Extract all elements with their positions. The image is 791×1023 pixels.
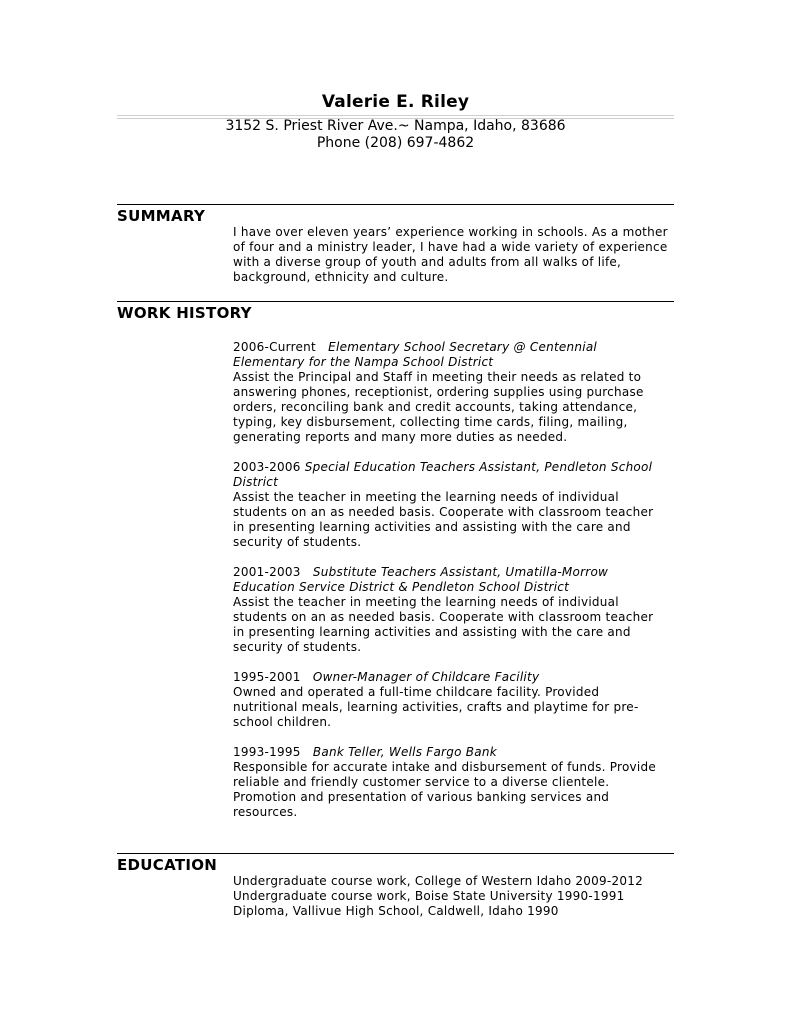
summary-heading: SUMMARY bbox=[117, 207, 206, 225]
job-description-line: school children. bbox=[233, 715, 332, 729]
education-list bbox=[233, 874, 678, 919]
work-history-heading: WORK HISTORY bbox=[117, 304, 252, 322]
work-history-divider bbox=[117, 301, 674, 302]
job-entry bbox=[233, 460, 678, 550]
job-description-line: students on an as needed basis. Cooperate with classroom teacher bbox=[233, 610, 654, 624]
job-title-continued: District bbox=[233, 475, 279, 489]
job-dates: 2003-2006 bbox=[233, 460, 301, 474]
job-title: Substitute Teachers Assistant, Umatilla-Morrow bbox=[312, 565, 609, 579]
contact-phone: Phone (208) 697-4862 bbox=[316, 135, 475, 151]
job-description-line: students on an as needed basis. Cooperate with classroom teacher bbox=[233, 505, 654, 519]
job-description-line: Owned and operated a full-time childcare facility. Provided bbox=[233, 685, 600, 699]
job-description-line: Responsible for accurate intake and disbursement of funds. Provide bbox=[233, 760, 656, 774]
job-description-line: security of students. bbox=[233, 640, 362, 654]
job-description-line: Assist the Principal and Staff in meeting their needs as related to bbox=[233, 370, 642, 384]
job-entry bbox=[233, 565, 678, 655]
job-description-line: orders, reconciling bank and credit accounts, taking attendance, bbox=[233, 400, 638, 414]
education-item: Diploma, Vallivue High School, Caldwell, Idaho 1990 bbox=[233, 904, 559, 918]
contact-address: 3152 S. Priest River Ave.~ Nampa, Idaho, 83686 bbox=[225, 118, 566, 134]
job-dates: 2001-2003 bbox=[233, 565, 301, 579]
job-description-line: generating reports and many more duties as needed. bbox=[233, 430, 568, 444]
job-dates: 1993-1995 bbox=[233, 745, 301, 759]
job-description-line: Promotion and presentation of various banking services and bbox=[233, 790, 610, 804]
job-entry bbox=[233, 670, 678, 730]
job-dates: 2006-Current bbox=[233, 340, 316, 354]
job-description-line: typing, key disbursement, collecting time cards, filing, mailing, bbox=[233, 415, 628, 429]
education-divider bbox=[117, 853, 674, 854]
education-item: Undergraduate course work, Boise State University 1990-1991 bbox=[233, 889, 625, 903]
summary-line: background, ethnicity and culture. bbox=[233, 270, 449, 284]
job-description-line: in presenting learning activities and assisting with the care and bbox=[233, 625, 631, 639]
job-description-line: answering phones, receptionist, ordering supplies using purchase bbox=[233, 385, 644, 399]
job-title: Owner-Manager of Childcare Facility bbox=[312, 670, 540, 684]
job-title-continued: Education Service District & Pendleton School District bbox=[233, 580, 570, 594]
job-description-line: Assist the teacher in meeting the learning needs of individual bbox=[233, 595, 619, 609]
summary-line: I have over eleven years’ experience working in schools. As a mother bbox=[233, 225, 668, 239]
job-description-line: Assist the teacher in meeting the learning needs of individual bbox=[233, 490, 619, 504]
job-title-continued: Elementary for the Nampa School District bbox=[233, 355, 494, 369]
job-description-line: security of students. bbox=[233, 535, 362, 549]
applicant-name: Valerie E. Riley bbox=[321, 92, 470, 112]
education-item: Undergraduate course work, College of Western Idaho 2009-2012 bbox=[233, 874, 644, 888]
job-description-line: in presenting learning activities and assisting with the care and bbox=[233, 520, 631, 534]
job-title: Bank Teller, Wells Fargo Bank bbox=[312, 745, 497, 759]
summary-line: of four and a ministry leader, I have had a wide variety of experience bbox=[233, 240, 668, 254]
job-dates: 1995-2001 bbox=[233, 670, 301, 684]
header-divider bbox=[117, 115, 674, 116]
summary-text bbox=[233, 225, 678, 285]
job-description-line: reliable and friendly customer service to a diverse clientele. bbox=[233, 775, 610, 789]
education-heading: EDUCATION bbox=[117, 856, 218, 874]
job-entry bbox=[233, 340, 678, 445]
job-description-line: nutritional meals, learning activities, crafts and playtime for pre- bbox=[233, 700, 639, 714]
summary-divider bbox=[117, 204, 674, 205]
summary-line: with a diverse group of youth and adults from all walks of life, bbox=[233, 255, 622, 269]
job-entry bbox=[233, 745, 678, 820]
job-description-line: resources. bbox=[233, 805, 298, 819]
job-title: Elementary School Secretary @ Centennial bbox=[328, 340, 598, 354]
work-history-list bbox=[233, 340, 678, 835]
job-title: Special Education Teachers Assistant, Pendleton School bbox=[304, 460, 653, 474]
